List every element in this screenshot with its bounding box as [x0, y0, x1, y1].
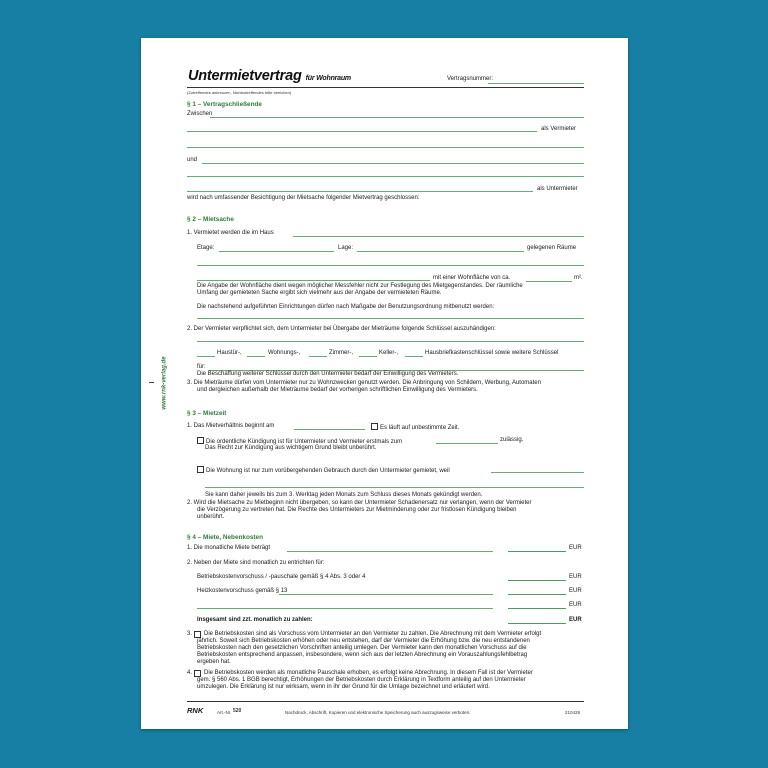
zulaessig-label: zulässig. — [500, 437, 524, 443]
kuendigung-label: Die ordentliche Kündigung ist für Untermieter und Vermieter erstmals zum — [206, 439, 403, 445]
lage-label: Lage: — [338, 245, 354, 251]
landlord-name-field[interactable] — [210, 117, 584, 118]
heiz-eur: EUR — [569, 588, 582, 594]
s4-p2: 2. Neben der Miete sind monatlich zu entrichten für: — [187, 560, 325, 566]
als-vermieter-label: als Vermieter — [541, 126, 577, 132]
footer-logo: RNK — [187, 706, 204, 715]
facilities-field[interactable] — [197, 318, 584, 319]
beschaffung-text: Die Beschaffung weiterer Schlüssel durch den Untermieter bedarf der Einwilligung des Vermieters. — [197, 371, 459, 377]
side-url — [158, 356, 172, 416]
header-rule — [187, 87, 584, 88]
total-eur: EUR — [569, 617, 582, 623]
total-amount-field[interactable] — [508, 623, 566, 624]
haustuer-label: Haustür-, — [217, 350, 242, 356]
zwischen-label: Zwischen — [187, 111, 213, 117]
other-cost-field[interactable] — [197, 608, 493, 609]
zimmer-label: Zimmer-, — [329, 350, 353, 356]
section-4-heading: § 4 – Miete, Nebenkosten — [187, 534, 264, 541]
vorschuss-checkbox[interactable] — [194, 631, 201, 638]
s4-p4-line-1: Die Betriebskosten werden als monatliche Pauschale erhoben, es erfolgt keine Abrechnung. In diesem Fall ist der Vermieter — [204, 670, 533, 676]
s2-p3-line-2: und dergleichen außerhalb der Mieträume bedarf der vorherigen schriftlichen Einwilligung des Vermieters. — [197, 387, 478, 393]
s4-p3-line-1: Die Betriebskosten sind als Vorschuss vom Untermieter an den Vermieter zu zahlen. Die Abrechnung mit dem Vermieter erfolgt — [204, 631, 542, 637]
area-field[interactable] — [526, 281, 572, 282]
betriebs-amount-field[interactable] — [508, 580, 566, 581]
heiz-amount-field[interactable] — [508, 594, 566, 595]
keller-count-field[interactable] — [359, 356, 377, 357]
rent-eur: EUR — [569, 545, 582, 551]
kuendigung-checkbox[interactable] — [197, 437, 204, 444]
s2-p3-line-1: 3. Die Mieträume dürfen vom Untermieter nur zu Wohnzwecken genutzt werden. Die Anbringung von Schildern, Werbung, Automaten — [187, 380, 541, 386]
briefkasten-count-field[interactable] — [405, 356, 423, 357]
footer-rule — [187, 701, 584, 702]
fold-mark — [149, 382, 154, 383]
section-3-heading: § 3 – Mietzeit — [187, 410, 227, 417]
rent-amount-field[interactable] — [508, 551, 566, 552]
pauschale-checkbox[interactable] — [194, 670, 201, 677]
footer-code: 210429 — [565, 710, 581, 715]
gebrauch-reason-field[interactable] — [491, 472, 584, 473]
als-untermieter-label: als Untermieter — [537, 186, 578, 192]
fuer-label: für: — [197, 364, 206, 370]
m2-unit: m². — [574, 275, 583, 281]
start-date-field[interactable] — [294, 429, 365, 430]
keys-field[interactable] — [197, 341, 584, 342]
heiz-label: Heizkostenvorschuss gemäß § 13 — [197, 588, 288, 594]
footer-notice: Nachdruck, Abschrift, Kopieren und elektronische Speicherung auch auszugsweise verboten. — [285, 710, 471, 715]
tenant-name-field[interactable] — [202, 163, 584, 164]
other-amount-field[interactable] — [508, 608, 566, 609]
angabe-line-1: Die Angabe der Wohnfläche dient wegen möglicher Messfehler nicht zur Festlegung des Mietgegenstandes. Der räumliche — [197, 283, 523, 289]
footer-art-number: 520 — [233, 708, 242, 714]
heiz-dots — [279, 594, 493, 595]
unbestimmt-label: Es läuft auf unbestimmte Zeit. — [380, 425, 460, 431]
werktag-text: Sie kann daher jeweils bis zum 3. Werktag jeden Monats zum Schluss dieses Monats gekündigt werden. — [205, 492, 483, 498]
page-subtitle: für Wohnraum — [305, 75, 351, 82]
gebrauch-reason-field-2[interactable] — [205, 487, 584, 488]
rent-dots — [287, 551, 493, 552]
s4-p3-line-3: Betriebskosten nach den gesetzlichen Vorschriften anteilig umlegen. Der Vermieter kann den monatlichen Vorschuss auf die — [197, 645, 527, 651]
s3-p2-line-2: die Verzögerung zu vertreten hat. Die Rechte des Untermieters zur Mietminderung oder zur fristlosen Kündigung bleiben — [197, 507, 517, 513]
betriebs-label: Betriebskostenvorschuss / -pauschale gemäß § 4 Abs. 3 oder 4 — [197, 574, 366, 580]
hausbrief-label: Hausbriefkastenschlüssel sowie weitere Schlüssel — [425, 350, 559, 356]
footer-art-label: Art.-Nr. — [217, 710, 232, 715]
section-2-heading: § 2 – Mietsache — [187, 216, 234, 223]
house-field[interactable] — [293, 236, 584, 237]
wohnungs-count-field[interactable] — [247, 356, 265, 357]
section-1-heading: § 1 – Vertragschließende — [187, 101, 262, 108]
s2-p1: 1. Vermietet werden die im Haus — [187, 230, 274, 236]
rooms-field-2[interactable] — [197, 280, 430, 281]
landlord-extra-field[interactable] — [187, 147, 584, 148]
side-url-text: www.rnk-verlag.de — [161, 356, 168, 410]
lage-field[interactable] — [357, 251, 524, 252]
tenant-address-field[interactable] — [187, 176, 584, 177]
s3-p1: 1. Das Mietverhältnis beginnt am — [187, 423, 275, 429]
unbestimmt-checkbox[interactable] — [371, 423, 378, 430]
gebrauch-checkbox[interactable] — [197, 466, 204, 473]
contract-number-label: Vertragsnummer: — [447, 76, 494, 82]
s4-p3-number: 3. — [187, 631, 193, 637]
angabe-line-2: Umfang der gemieteten Sache ergibt sich vielmehr aus der Angabe der vermieteten Räume. — [197, 290, 442, 296]
raeume-label: gelegenen Räume — [527, 245, 577, 251]
s4-p4-line-2: gem. § 560 Abs. 1 BGB berechtigt, Erhöhungen der Betriebskosten durch Erklärung in Textform anteilig auf den Untermieter — [197, 677, 526, 683]
und-label: und — [187, 157, 198, 163]
form-hint: (Zutreffendes ankreuzen, Nichtzutreffendes bitte streichen) — [187, 90, 292, 95]
etage-field[interactable] — [219, 251, 334, 252]
landlord-address-field[interactable] — [187, 131, 537, 132]
gebrauch-option[interactable] — [197, 466, 450, 475]
s3-p2-line-3: unberührt. — [197, 514, 225, 520]
s3-p2-line-1: 2. Wird die Mietsache zu Mietbeginn nicht übergeben, so kann der Untermieter Schadenersatz nur verlangen, wenn der Vermieter — [187, 500, 532, 506]
s4-p3-line-4: Betriebskosten entsprechend anpassen, insbesondere, wenn sich aus der letzten Abrechnung ein Vorauszahlungsfehlbetrag — [197, 652, 528, 658]
s4-p1: 1. Die monatliche Miete beträgt — [187, 545, 271, 551]
s4-p4-number: 4. — [187, 670, 193, 676]
kuendigung-date-field[interactable] — [436, 443, 498, 444]
s4-p3-line-2: jährlich. Soweit sich Betriebskosten erhöhen oder neu entstehen, darf der Vermieter die Erhöhung bzw. die neu entstandenen — [197, 638, 530, 644]
page-title: Untermietvertrag für Wohnraum — [188, 68, 351, 84]
wohnungs-label: Wohnungs-, — [268, 350, 301, 356]
einrichtungen-text: Die nachstehend aufgeführten Einrichtungen dürfen nach Maßgabe der Benutzungsordnung mitbenutzt werden: — [197, 304, 495, 310]
other-eur: EUR — [569, 602, 582, 608]
s2-p2: 2. Der Vermieter verpflichtet sich, dem Untermieter bei Übergabe der Mieträume folgende Schlüssel auszuhändigen: — [187, 326, 496, 332]
keller-label: Keller-, — [379, 350, 399, 356]
insgesamt-label: Insgesamt sind zzt. monatlich zu zahlen: — [197, 617, 313, 623]
s4-p4-line-3: umzulegen. Die Erklärung ist nur wirksam, wenn in ihr der Grund für die Umlage bezeichnet und erläutert wird. — [197, 684, 490, 690]
betriebs-eur: EUR — [569, 574, 582, 580]
unbestimmt-option[interactable] — [371, 423, 459, 432]
besichtigung-text: wird nach umfassender Besichtigung der Mietsache folgender Mietvertrag geschlossen: — [187, 195, 420, 201]
haustuer-count-field[interactable] — [197, 356, 215, 357]
rooms-field[interactable] — [197, 265, 584, 266]
gebrauch-label: Die Wohnung ist nur zum vorübergehenden Gebrauch durch den Untermieter gemietet, weil — [206, 468, 450, 474]
contract-number-field[interactable] — [488, 83, 584, 84]
wohnflaeche-label: mit einer Wohnfläche von ca. — [433, 275, 511, 281]
zimmer-count-field[interactable] — [309, 356, 327, 357]
kuendigung-note: Das Recht zur Kündigung aus wichtigem Grund bleibt unberührt. — [205, 445, 377, 451]
s4-p3-line-5: ergeben hat. — [197, 659, 231, 665]
etage-label: Etage: — [197, 245, 215, 251]
tenant-extra-field[interactable] — [187, 191, 533, 192]
